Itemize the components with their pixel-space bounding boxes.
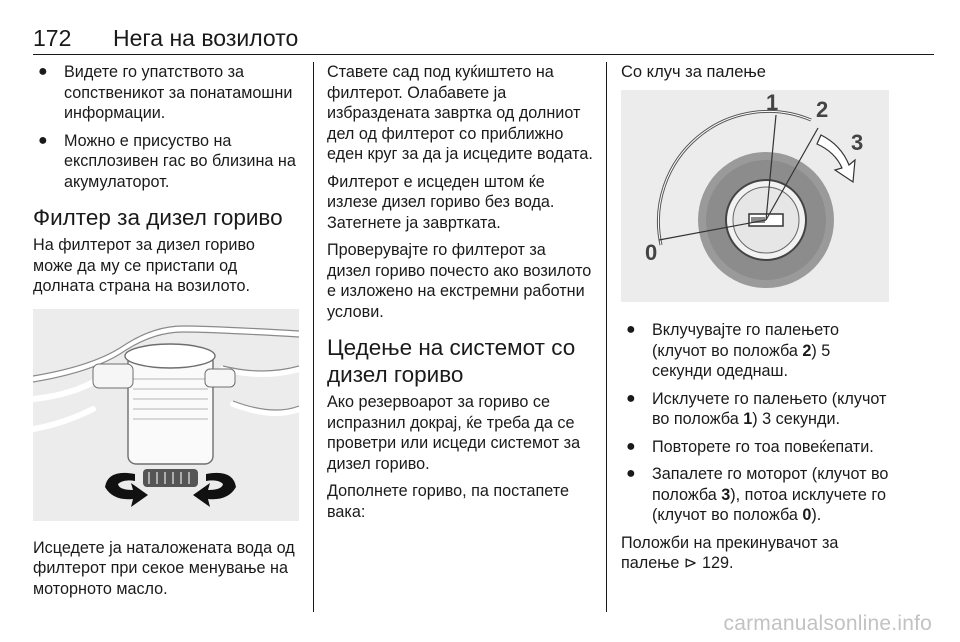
column-2 <box>327 62 593 529</box>
list-item: ● Повторете го тоа повеќепати. <box>626 437 874 456</box>
position-label-0: 0 <box>645 240 658 265</box>
paragraph: На филтерот за дизел гориво може да му се пристапи од долната страна на возилото. <box>33 236 255 295</box>
fuel-filter-illustration <box>33 309 299 521</box>
fuel-filter-drawing <box>33 309 299 521</box>
reference-page: 129. <box>701 554 734 572</box>
position-label-2: 2 <box>816 97 829 122</box>
column-divider <box>313 62 314 612</box>
list-item: ● Вклучувајте го палењето (клучот во положба 2) 5 секунди одеднаш. <box>626 321 839 380</box>
paragraph: Ставете сад под куќиштето на филтерот. Олабавете ја избраздената завртка од долниот дел од филтерот со приближно еден круг за да ја исцедите водата. <box>327 63 593 163</box>
paragraph: Проверувајте го филтерот за дизел гориво почесто ако возилото е изложено на екстремни работни услови. <box>327 241 592 321</box>
list-item: ● Можно е присуство на експлозивен гас во близина на акумулаторот. <box>38 131 296 191</box>
position-label-3: 3 <box>851 130 864 155</box>
running-title: Нега на возилото <box>113 25 299 51</box>
position-label-1: 1 <box>766 90 779 115</box>
list-item: ● Запалете го моторот (клучот во положба 3), потоа исклучете го (клучот во положба 0). <box>626 465 889 524</box>
bullet-icon: ● <box>626 321 636 338</box>
paragraph: Исцедете ја наталожената вода од филтерот при секое менување на моторното масло. <box>33 538 295 598</box>
column-3 <box>621 62 891 581</box>
ignition-switch-drawing <box>621 90 889 302</box>
bullet-icon: ● <box>38 131 48 149</box>
page-number: 172 <box>33 25 72 51</box>
watermark: carmanualsonline.info <box>723 612 932 635</box>
ignition-switch-illustration <box>621 90 889 302</box>
section-heading: Цедење на системот со дизел гориво <box>327 335 576 387</box>
bullet-list <box>33 62 299 192</box>
paragraph: Ако резервоарот за гориво се испразнил докрај, ќе треба да се проветри или исцеди системот за дизел гориво. <box>327 393 581 473</box>
list-item: ● Видете го упатството за сопственикот за понатамошни информации. <box>38 63 293 122</box>
arrow-reference-icon: ⊳ <box>683 554 698 572</box>
paragraph: Филтерот е исцеден штом ќе излезе дизел гориво без вода. Затегнете ја завртката. <box>327 172 555 232</box>
subsection-heading: Со клуч за палење <box>621 63 766 81</box>
cross-reference[interactable]: Положби на прекинувачот за палење ⊳ 129. <box>621 533 839 572</box>
page-header <box>33 24 934 55</box>
bullet-icon: ● <box>38 63 48 80</box>
section-heading: Филтер за дизел гориво <box>33 205 283 230</box>
bullet-list <box>621 320 891 526</box>
paragraph: Дополнете гориво, па постапете вака: <box>327 482 569 521</box>
bullet-icon: ● <box>626 465 636 482</box>
column-1 <box>33 62 299 606</box>
bullet-icon: ● <box>626 389 636 407</box>
column-divider <box>606 62 607 612</box>
list-item: ● Исклучете го палењето (клучот во положба 1) 3 секунди. <box>626 389 887 428</box>
bullet-icon: ● <box>626 437 636 455</box>
